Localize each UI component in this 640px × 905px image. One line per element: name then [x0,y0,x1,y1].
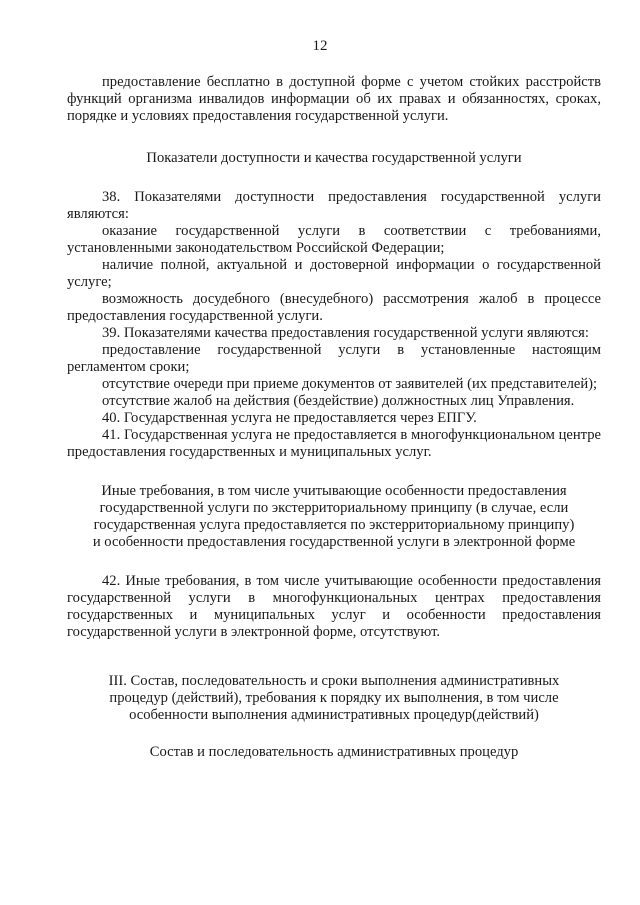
paragraph-39-item: предоставление государственной услуги в установленные настоящим регламентом сроки; [67,342,601,375]
heading-accessibility: Показатели доступности и качества государственной услуги [146,150,522,166]
paragraph-39-item: отсутствие жалоб на действия (бездействие) должностных лиц Управления. [102,393,575,409]
paragraph-39-item: отсутствие очереди при приеме документов от заявителей (их представителей); [102,376,598,392]
heading-line: государственная услуга предоставляется по экстерриториальному принципу) [93,517,575,533]
heading-line: Иные требования, в том числе учитывающие особенности предоставления [101,483,567,499]
paragraph-38-item: наличие полной, актуальной и достоверной информации о государственной услуге; [67,257,601,290]
page-number: 12 [312,38,328,54]
paragraph-38-item: оказание государственной услуги в соответствии с требованиями, установленными законодательством Российской Федерации; [67,223,601,256]
paragraph-42: 42. Иные требования, в том числе учитывающие особенности предоставления государственной услуги в многофункциональных центрах предоставления государственных и муниципальных услуг и особенности предоставления государственной услуги в электронной форме, отсутствуют. [67,573,601,640]
paragraph-41: 41. Государственная услуга не предоставляется в многофункциональном центре предоставления государственных и муниципальных услуг. [67,427,601,460]
document-body [67,74,601,761]
heading-line: III. Состав, последовательность и сроки выполнения административных [108,673,560,689]
intro-paragraph: предоставление бесплатно в доступной форме с учетом стойких расстройств функций организма инвалидов информации об их правах и обязанностях, сроках, порядке и условиях предоставления государственной услуги. [67,74,601,124]
heading-section-3 [67,673,601,724]
heading-composition: Состав и последовательность административных процедур [149,744,519,760]
paragraph-39: 39. Показателями качества предоставления государственной услуги являются: [102,325,589,341]
heading-line: процедур (действий), требования к порядку их выполнения, в том числе [109,690,559,706]
heading-other-requirements [67,483,601,551]
paragraph-38-item: возможность досудебного (внесудебного) рассмотрения жалоб в процессе предоставления государственной услуги. [67,291,601,324]
paragraph-40: 40. Государственная услуга не предоставляется через ЕПГУ. [102,410,477,426]
heading-line: особенности выполнения административных процедур(действий) [129,707,539,723]
heading-line: государственной услуги по экстерриториальному принципу (в случае, если [99,500,569,516]
paragraph-38: 38. Показателями доступности предоставления государственной услуги являются: [67,189,601,222]
heading-line: и особенности предоставления государственной услуги в электронной форме [92,534,576,550]
